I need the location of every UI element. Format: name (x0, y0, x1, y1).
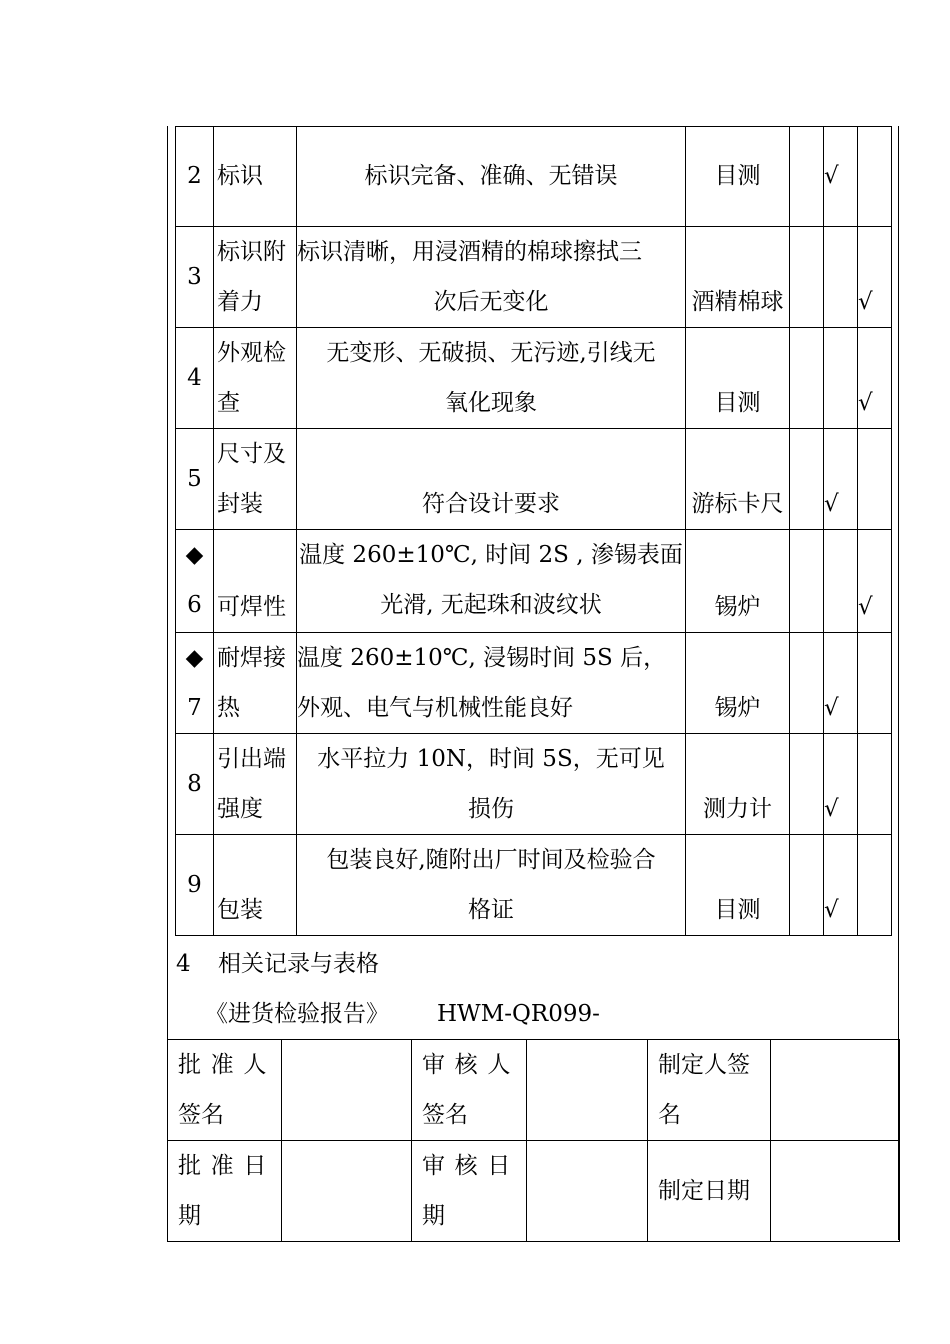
table-row (168, 1040, 900, 1141)
check-mark: √ (824, 632, 858, 733)
section-number: 4 (176, 951, 191, 977)
standard-text: 水平拉力 10N，时间 5S，无可见 损伤 (297, 733, 686, 834)
standard-text: 标识清晰，用浸酒精的棉球擦拭三 次后无变化 (297, 226, 686, 327)
reviewer-sign-field[interactable] (527, 1040, 648, 1141)
tool-name: 目测 (686, 327, 790, 428)
check-mark (858, 127, 892, 227)
empty-cell (790, 226, 824, 327)
tool-name: 锡炉 (686, 632, 790, 733)
item-name: 耐焊接 热 (214, 632, 297, 733)
table-row (176, 834, 892, 935)
tool-name: 锡炉 (686, 529, 790, 632)
check-mark: √ (824, 127, 858, 227)
standard-text: 符合设计要求 (297, 428, 686, 529)
tool-name: 测力计 (686, 733, 790, 834)
record-code: HWM-QR099- (437, 1001, 600, 1027)
tool-name: 酒精棉球 (686, 226, 790, 327)
empty-cell (790, 327, 824, 428)
table-row (176, 428, 892, 529)
approve-date-field[interactable] (282, 1141, 412, 1242)
row-number: 4 (176, 327, 214, 428)
section-heading (176, 945, 379, 978)
approve-date-label: 批准日 期 (168, 1141, 282, 1242)
tool-name: 目测 (686, 127, 790, 227)
tool-name: 目测 (686, 834, 790, 935)
tool-name: 游标卡尺 (686, 428, 790, 529)
check-mark (824, 529, 858, 632)
table-row (176, 632, 892, 733)
empty-cell (790, 632, 824, 733)
table-row (176, 127, 892, 227)
row-number: 5 (176, 428, 214, 529)
standard-text: 温度 260±10℃, 浸锡时间 5S 后， 外观、电气与机械性能良好 (297, 632, 686, 733)
check-mark (824, 327, 858, 428)
check-mark: √ (824, 834, 858, 935)
item-name: 尺寸及 封装 (214, 428, 297, 529)
make-date-field[interactable] (771, 1141, 900, 1242)
row-number: 2 (176, 127, 214, 227)
item-name: 标识 (214, 127, 297, 227)
row-number: 3 (176, 226, 214, 327)
standard-text: 无变形、无破损、无污迹,引线无 氧化现象 (297, 327, 686, 428)
check-mark (858, 632, 892, 733)
row-number: 9 (176, 834, 214, 935)
check-mark: √ (858, 327, 892, 428)
table-row (176, 733, 892, 834)
review-date-label: 审核日 期 (412, 1141, 527, 1242)
item-name: 外观检查 (214, 327, 297, 428)
item-name: 包装 (214, 834, 297, 935)
record-name: 《进货检验报告》 (205, 1001, 389, 1027)
row-number: ◆ 7 (176, 632, 214, 733)
empty-cell (790, 428, 824, 529)
standard-text: 标识完备、准确、无错误 (297, 127, 686, 227)
approver-sign-label: 批准人 签名 (168, 1040, 282, 1141)
check-mark: √ (824, 733, 858, 834)
row-number: ◆ 6 (176, 529, 214, 632)
make-date-label: 制定日期 (648, 1141, 771, 1242)
maker-sign-field[interactable] (771, 1040, 900, 1141)
table-row (176, 529, 892, 632)
row-number: 8 (176, 733, 214, 834)
check-mark: √ (824, 428, 858, 529)
standard-text: 包装良好,随附出厂时间及检验合 格证 (297, 834, 686, 935)
table-row (176, 327, 892, 428)
inspection-table (175, 126, 892, 936)
standard-text: 温度 260±10℃, 时间 2S , 渗锡表面 光滑, 无起珠和波纹状 (297, 529, 686, 632)
empty-cell (790, 529, 824, 632)
table-row (176, 226, 892, 327)
review-date-field[interactable] (527, 1141, 648, 1242)
diamond-marker: ◆ (185, 541, 204, 568)
check-mark (858, 834, 892, 935)
diamond-marker: ◆ (185, 644, 204, 671)
check-mark: √ (858, 226, 892, 327)
record-reference (205, 995, 600, 1028)
section-title: 相关记录与表格 (218, 951, 379, 977)
empty-cell (790, 733, 824, 834)
item-name: 标识附着力 (214, 226, 297, 327)
check-mark: √ (858, 529, 892, 632)
check-mark (858, 733, 892, 834)
check-mark (824, 226, 858, 327)
empty-cell (790, 834, 824, 935)
check-mark (858, 428, 892, 529)
signoff-table (167, 1039, 900, 1242)
maker-sign-label: 制定人签 名 (648, 1040, 771, 1141)
approver-sign-field[interactable] (282, 1040, 412, 1141)
empty-cell (790, 127, 824, 227)
table-row (168, 1141, 900, 1242)
reviewer-sign-label: 审核人 签名 (412, 1040, 527, 1141)
item-name: 可焊性 (214, 529, 297, 632)
item-name: 引出端 强度 (214, 733, 297, 834)
